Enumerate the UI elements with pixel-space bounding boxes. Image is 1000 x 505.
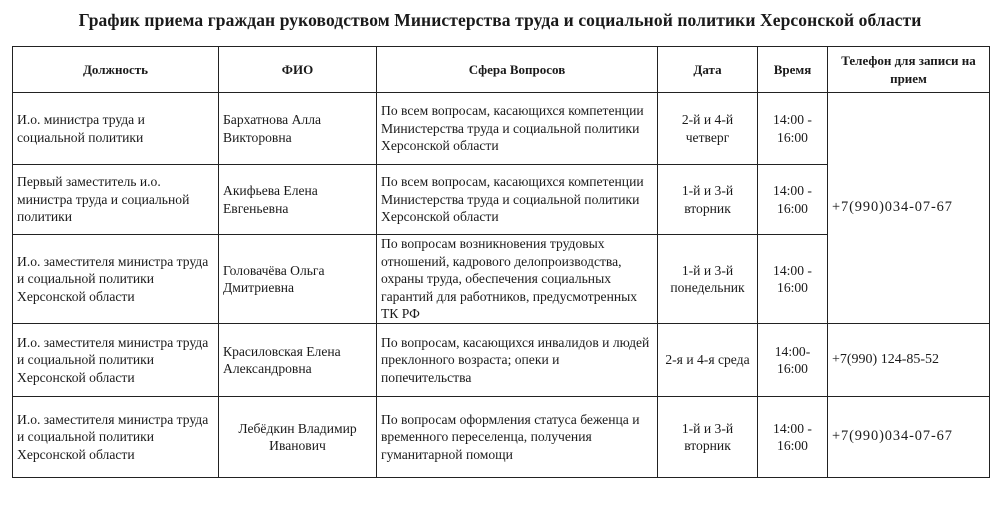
cell-time: 14:00 - 16:00 bbox=[758, 235, 828, 324]
cell-phone: +7(990)034-07-67 bbox=[828, 397, 990, 478]
cell-fio: Лебёдкин Владимир Иванович bbox=[219, 397, 377, 478]
cell-position: Первый заместитель и.о. министра труда и социальной политики bbox=[13, 165, 219, 235]
cell-sphere: По всем вопросам, касающихся компетенции Министерства труда и социальной политики Херсонской области bbox=[377, 165, 658, 235]
reception-schedule-table bbox=[12, 46, 990, 478]
table-row bbox=[13, 397, 990, 478]
cell-date: 1-й и 3-й понедельник bbox=[658, 235, 758, 324]
cell-fio: Головачёва Ольга Дмитриевна bbox=[219, 235, 377, 324]
cell-time: 14:00 - 16:00 bbox=[758, 165, 828, 235]
header-phone: Телефон для записи на прием bbox=[828, 47, 990, 93]
cell-position: И.о. заместителя министра труда и социальной политики Херсонской области bbox=[13, 324, 219, 397]
header-fio: ФИО bbox=[219, 47, 377, 93]
cell-fio: Бархатнова Алла Викторовна bbox=[219, 93, 377, 165]
header-time: Время bbox=[758, 47, 828, 93]
cell-position: И.о. министра труда и социальной политики bbox=[13, 93, 219, 165]
cell-fio: Красиловская Елена Александровна bbox=[219, 324, 377, 397]
header-sphere: Сфера Вопросов bbox=[377, 47, 658, 93]
cell-position: И.о. заместителя министра труда и социальной политики Херсонской области bbox=[13, 397, 219, 478]
cell-sphere: По вопросам, касающихся инвалидов и людей преклонного возраста; опеки и попечительства bbox=[377, 324, 658, 397]
cell-fio: Акифьева Елена Евгеньевна bbox=[219, 165, 377, 235]
cell-date: 1-й и 3-й вторник bbox=[658, 397, 758, 478]
page-title: График приема граждан руководством Министерства труда и социальной политики Херсонской области bbox=[78, 10, 922, 30]
header-date: Дата bbox=[658, 47, 758, 93]
table-row bbox=[13, 93, 990, 165]
cell-phone-shared: +7(990)034-07-67 bbox=[828, 93, 990, 324]
header-position: Должность bbox=[13, 47, 219, 93]
cell-sphere: По вопросам возникновения трудовых отношений, кадрового делопроизводства, охраны труда, обеспечения социальных гарантий для работников, предусмотренных ТК РФ bbox=[377, 235, 658, 324]
cell-time: 14:00 - 16:00 bbox=[758, 397, 828, 478]
cell-position: И.о. заместителя министра труда и социальной политики Херсонской области bbox=[13, 235, 219, 324]
cell-time: 14:00 - 16:00 bbox=[758, 93, 828, 165]
cell-phone: +7(990) 124-85-52 bbox=[828, 324, 990, 397]
cell-date: 2-я и 4-я среда bbox=[658, 324, 758, 397]
cell-sphere: По вопросам оформления статуса беженца и временного переселенца, получения гуманитарной помощи bbox=[377, 397, 658, 478]
cell-sphere: По всем вопросам, касающихся компетенции Министерства труда и социальной политики Херсонской области bbox=[377, 93, 658, 165]
cell-date: 1-й и 3-й вторник bbox=[658, 165, 758, 235]
cell-date: 2-й и 4-й четверг bbox=[658, 93, 758, 165]
table-header-row bbox=[13, 47, 990, 93]
table-row bbox=[13, 324, 990, 397]
cell-time: 14:00- 16:00 bbox=[758, 324, 828, 397]
